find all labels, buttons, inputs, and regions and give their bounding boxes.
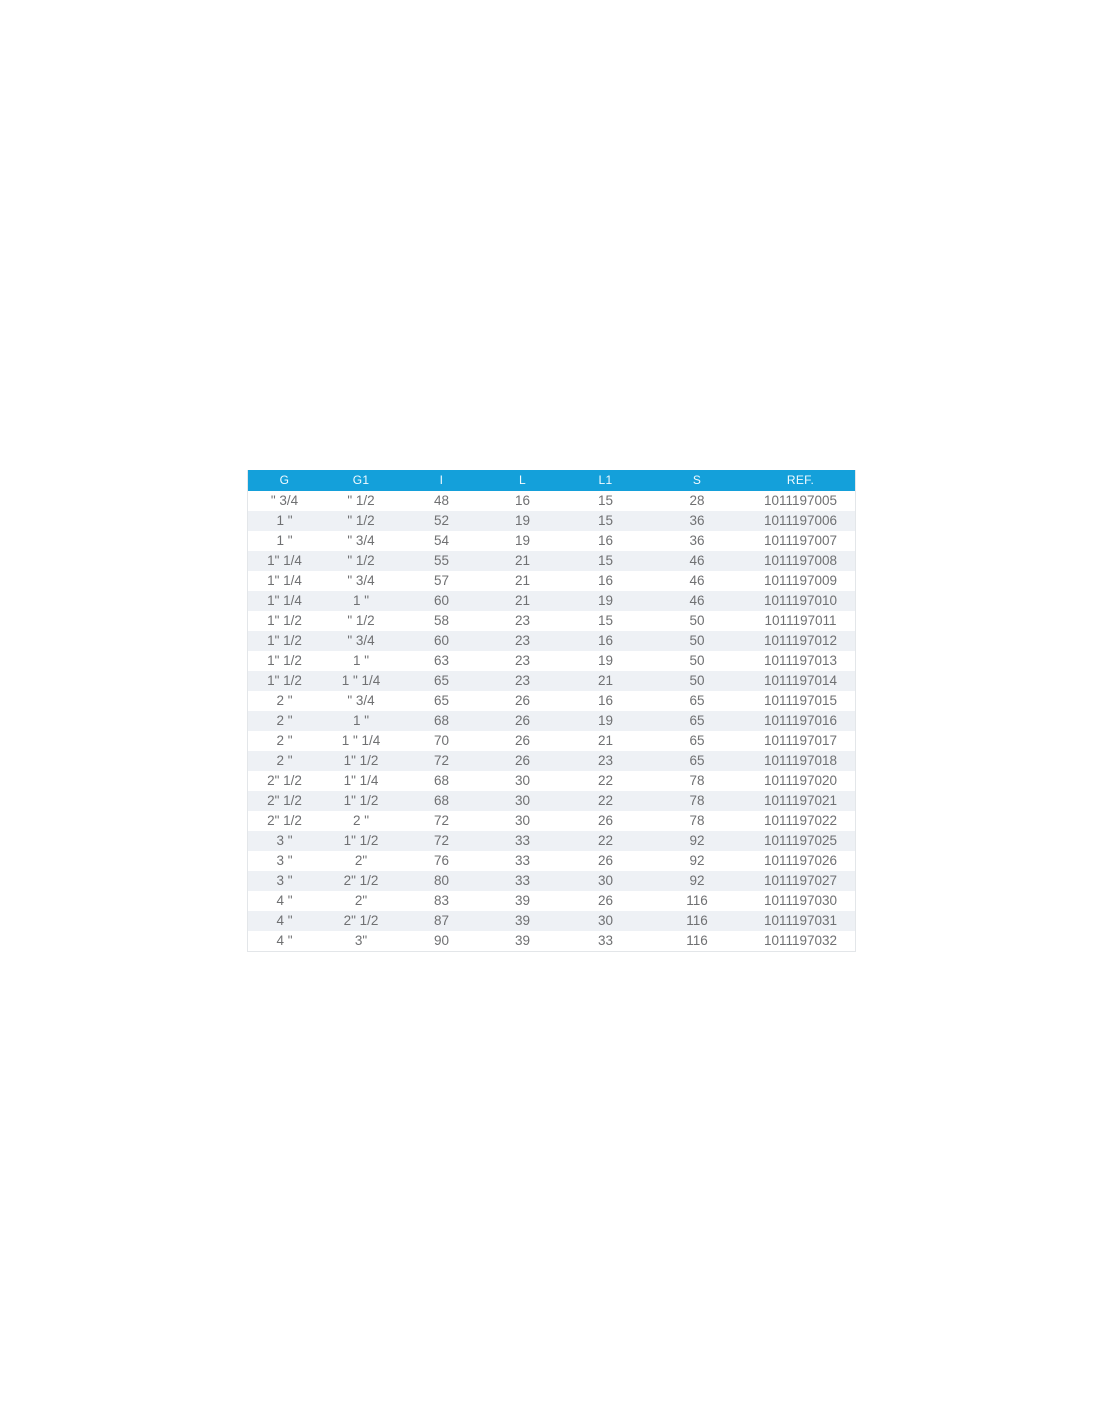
table-cell: 30 [514,813,531,828]
table-cell: 116 [686,913,708,928]
table-cell: 65 [689,733,705,748]
table-header-row [248,470,855,491]
table-cell: 15 [597,613,614,628]
column-header-g1: G1 [321,470,401,491]
table-cell: 54 [433,533,450,548]
table-cell: 65 [433,693,450,708]
table-cell: 4 " [276,913,293,928]
table-cell: 70 [433,733,450,748]
table-cell: 80 [433,873,450,888]
table-cell: 3 " [276,873,293,888]
table-cell: 1011197026 [763,853,838,868]
table-cell: 68 [433,773,450,788]
table-cell: 116 [686,893,708,908]
table-cell: 21 [597,673,614,688]
table-cell: 1011197022 [763,813,838,828]
table-cell: 22 [597,833,614,848]
table-cell: 33 [514,873,531,888]
table-cell: 1011197011 [764,613,837,628]
table-cell: 1011197032 [763,933,838,948]
table-cell: 2" 1/2 [267,813,302,828]
table-cell: 50 [689,653,705,668]
table-cell: 1" 1/4 [267,573,302,588]
table-cell: 1" 1/2 [343,793,379,808]
table-cell: 1" 1/4 [343,773,379,788]
table-cell: 1011197007 [763,533,838,548]
table-row [248,911,855,931]
table-cell: 16 [514,493,531,508]
table-row [248,751,855,771]
table-cell: 16 [597,533,614,548]
table-cell: 26 [514,753,531,768]
table-cell: 19 [514,513,531,528]
table-cell: 78 [689,813,705,828]
table-cell: 21 [514,553,531,568]
table-cell: 68 [433,713,450,728]
table-row [248,571,855,591]
table-cell: 15 [597,513,614,528]
table-cell: 72 [433,753,450,768]
table-cell: 78 [689,793,705,808]
table-cell: 60 [433,593,450,608]
table-cell: 4 " [276,933,293,948]
table-row [248,651,855,671]
table-cell: 39 [514,933,531,948]
table-cell: 63 [433,653,450,668]
table-cell: 1011197030 [763,893,838,908]
table-body [248,491,855,951]
table-cell: 1011197025 [763,833,838,848]
table-cell: 50 [689,673,705,688]
table-cell: 55 [433,553,450,568]
table-cell: 2 " [276,693,293,708]
table-cell: 33 [597,933,614,948]
table-cell: 2" 1/2 [267,793,302,808]
table-cell: 76 [433,853,450,868]
table-cell: 36 [689,533,705,548]
table-cell: 1011197010 [763,593,838,608]
table-cell: 1 " [352,653,370,668]
table-cell: 65 [689,753,705,768]
table-cell: 50 [689,613,705,628]
table-cell: 1011197020 [763,773,838,788]
column-header-s: S [648,470,746,491]
table-row [248,811,855,831]
table-row [248,531,855,551]
table-row [248,691,855,711]
table-header [248,470,855,491]
table-cell: 116 [686,933,708,948]
table-cell: 26 [514,733,531,748]
table-cell: 21 [514,593,531,608]
table-cell: 1011197018 [763,753,838,768]
column-header-i: I [401,470,482,491]
table-cell: 16 [597,693,614,708]
table-cell: 1011197015 [763,693,838,708]
table-cell: 23 [514,613,531,628]
table-cell: 26 [597,893,614,908]
table-cell: 26 [597,853,614,868]
table-cell: 22 [597,793,614,808]
table-cell: 19 [597,713,614,728]
table-row [248,871,855,891]
table-cell: 23 [514,673,531,688]
table-cell: 2" [354,893,368,908]
table-cell: 2 " [276,713,293,728]
table-cell: 50 [689,633,705,648]
table-cell: 3 " [276,853,293,868]
table-row [248,711,855,731]
table-row [248,491,855,511]
table-cell: 4 " [276,893,293,908]
table-cell: 23 [514,653,531,668]
table-cell: 68 [433,793,450,808]
table-cell: 33 [514,853,531,868]
table-cell: 30 [514,793,531,808]
table-cell: 21 [597,733,614,748]
table-cell: 46 [689,573,705,588]
table-cell: 1011197014 [763,673,838,688]
table-cell: 1" 1/4 [267,553,302,568]
table-cell: " 1/2 [347,613,375,628]
table-row [248,891,855,911]
table-cell: 15 [597,493,614,508]
table-cell: 23 [514,633,531,648]
column-header-g: G [248,470,321,491]
table-cell: 78 [689,773,705,788]
table-cell: 72 [433,833,450,848]
table-cell: 1 " [352,593,370,608]
table-row [248,631,855,651]
table-cell: 65 [689,693,705,708]
table-cell: 57 [433,573,450,588]
table-cell: 60 [433,633,450,648]
table-cell: 39 [514,913,531,928]
table-cell: 2 " [276,753,293,768]
table-cell: 1" 1/2 [267,653,302,668]
table-cell: 19 [597,653,614,668]
table-cell: 2" 1/2 [343,913,379,928]
dimensions-table [248,470,855,951]
table-cell: 26 [597,813,614,828]
table-cell: 1011197021 [763,793,838,808]
table-cell: 1" 1/2 [267,613,302,628]
table-cell: 30 [514,773,531,788]
table-cell: 1011197006 [763,513,838,528]
table-cell: 30 [597,873,614,888]
table-row [248,851,855,871]
table-cell: 1" 1/2 [267,633,302,648]
table-row [248,731,855,751]
table-cell: 1011197012 [763,633,838,648]
table-cell: 2" 1/2 [343,873,379,888]
table-cell: 2" [354,853,368,868]
table-cell: 33 [514,833,531,848]
table-cell: 65 [689,713,705,728]
table-cell: 1" 1/4 [267,593,302,608]
table-cell: 1011197009 [763,573,838,588]
table-cell: 48 [433,493,450,508]
table-cell: 1011197016 [763,713,838,728]
table-cell: 1011197027 [763,873,838,888]
table-cell: 90 [433,933,450,948]
table-cell: 15 [597,553,614,568]
table-cell: 28 [689,493,705,508]
table-row [248,791,855,811]
table-row [248,771,855,791]
table-cell: 19 [597,593,614,608]
table-cell: 19 [514,533,531,548]
table-cell: 1 " [276,513,293,528]
table-cell: 21 [514,573,531,588]
table-cell: 3 " [276,833,293,848]
table-cell: 87 [433,913,450,928]
table-cell: 1011197008 [763,553,838,568]
dimensions-table-container [247,470,856,952]
table-row [248,551,855,571]
table-cell: 22 [597,773,614,788]
table-cell: 92 [689,853,705,868]
table-cell: 2 " [352,813,370,828]
table-cell: 92 [689,833,705,848]
table-cell: 46 [689,593,705,608]
table-cell: 1011197013 [763,653,838,668]
table-cell: 2" 1/2 [267,773,302,788]
table-cell: 92 [689,873,705,888]
table-cell: 72 [433,813,450,828]
table-cell: 2 " [276,733,293,748]
table-cell: 58 [433,613,450,628]
table-cell: 16 [597,633,614,648]
table-cell: 39 [514,893,531,908]
table-cell: 26 [514,713,531,728]
table-cell: 1011197031 [763,913,838,928]
table-row [248,671,855,691]
table-cell: 1" 1/2 [343,833,379,848]
table-cell: 1 " 1/4 [341,673,381,688]
table-cell: 52 [433,513,450,528]
table-cell: " 1/2 [347,513,375,528]
table-cell: 65 [433,673,450,688]
table-cell: 1 " [352,713,370,728]
table-cell: 1011197017 [763,733,838,748]
table-cell: " 1/2 [347,493,375,508]
table-cell: 83 [433,893,450,908]
table-cell: " 3/4 [347,633,375,648]
table-cell: 1011197005 [763,493,838,508]
table-row [248,831,855,851]
table-cell: 1 " [276,533,293,548]
column-header-l: L [482,470,563,491]
table-cell: 1" 1/2 [267,673,302,688]
table-cell: 26 [514,693,531,708]
table-cell: 1 " 1/4 [341,733,381,748]
column-header-ref: REF. [746,470,855,491]
table-cell: 23 [597,753,614,768]
table-cell: 1" 1/2 [343,753,379,768]
table-row [248,591,855,611]
table-cell: " 3/4 [347,533,375,548]
table-row [248,611,855,631]
table-cell: " 1/2 [347,553,375,568]
table-cell: 30 [597,913,614,928]
table-cell: 46 [689,553,705,568]
table-cell: 36 [689,513,705,528]
table-row [248,931,855,951]
column-header-l1: L1 [563,470,648,491]
table-row [248,511,855,531]
table-cell: " 3/4 [347,693,375,708]
table-cell: 16 [597,573,614,588]
table-cell: " 3/4 [347,573,375,588]
table-cell: " 3/4 [270,493,299,508]
table-cell: 3" [354,933,368,948]
